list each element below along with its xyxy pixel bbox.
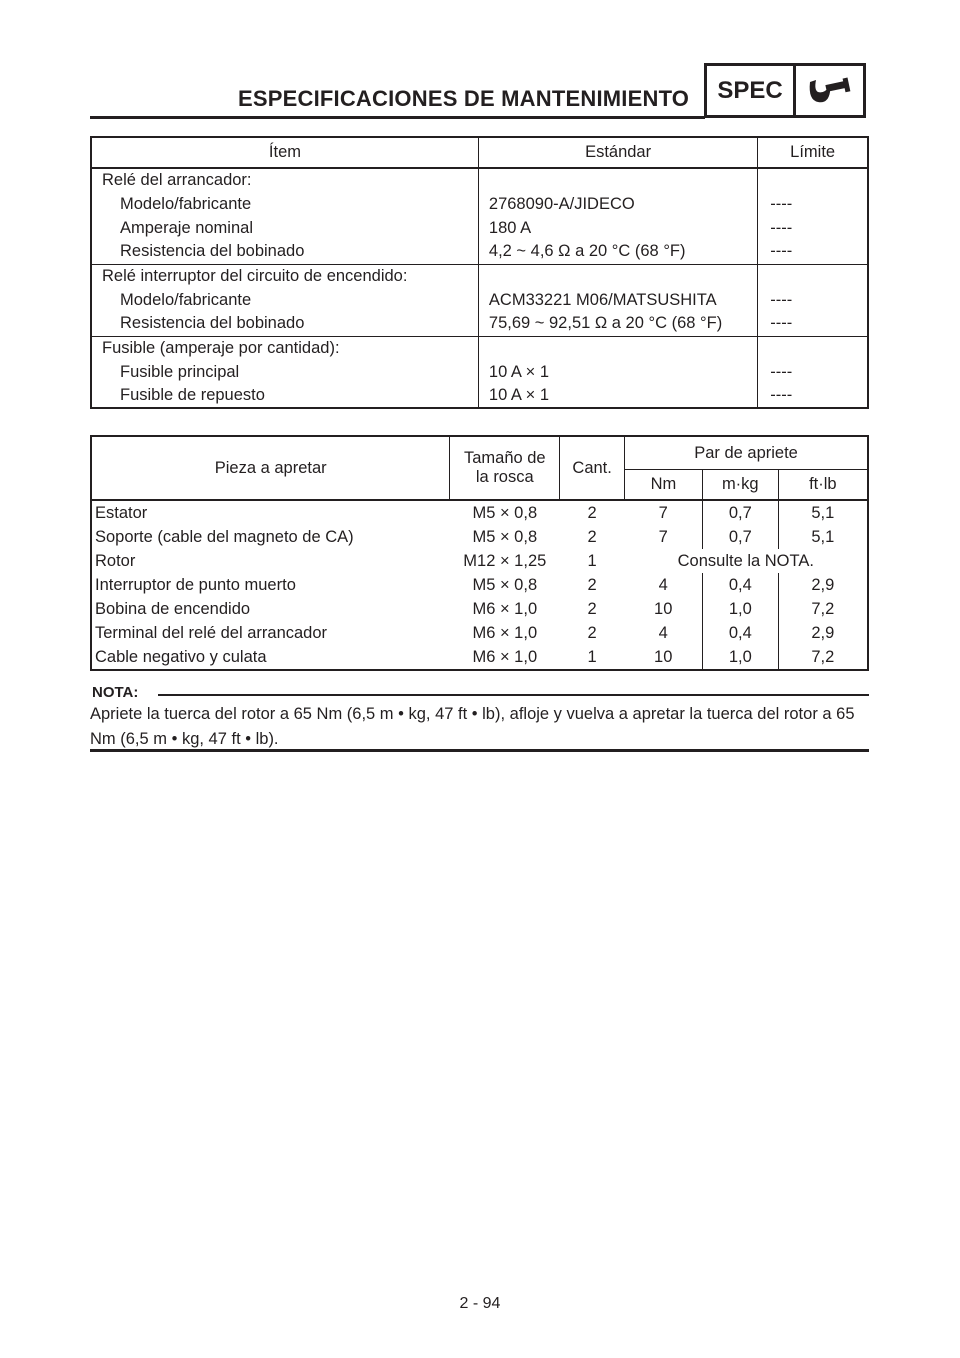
torque-ftlb: 7,2: [811, 599, 835, 618]
table-row: [91, 336, 868, 360]
standard-value: 10 A × 1: [478, 384, 757, 408]
spec-label: SPEC: [707, 66, 796, 115]
part-name: Soporte (cable del magneto de CA): [95, 527, 354, 546]
thread-size: M6 × 1,0: [472, 623, 538, 642]
col-header-item: Ítem: [91, 137, 478, 168]
item-name: Fusible principal: [91, 360, 478, 384]
table-row: [91, 312, 868, 336]
wrench-icon: [796, 66, 863, 115]
standard-value: 2768090-A/JIDECO: [478, 192, 757, 216]
quantity: 2: [587, 575, 597, 594]
item-name: Amperaje nominal: [91, 216, 478, 240]
limit-value: ----: [770, 290, 793, 309]
torque-nm: 10: [625, 597, 703, 621]
torque-ftlb: 2,9: [811, 623, 835, 642]
group-title: Relé del arrancador:: [91, 168, 478, 192]
table-row: [91, 597, 868, 621]
table-row: [91, 168, 868, 192]
quantity: 2: [587, 527, 597, 546]
torque-nm: 7: [625, 525, 703, 549]
table-row: [91, 500, 868, 525]
torque-ftlb: 5,1: [811, 503, 835, 522]
limit-value: ----: [770, 242, 793, 261]
table-row: [91, 264, 868, 288]
page-title: ESPECIFICACIONES DE MANTENIMIENTO: [238, 86, 690, 111]
col-header-part: Pieza a apretar: [91, 436, 450, 500]
electrical-spec-table: [90, 136, 869, 409]
thread-size: M5 × 0,8: [472, 575, 538, 594]
note-label: NOTA:: [92, 684, 139, 701]
table-row: [91, 192, 868, 216]
torque-mkg: 1,0: [702, 645, 778, 670]
part-name: Cable negativo y culata: [95, 647, 267, 666]
quantity: 2: [587, 503, 597, 522]
col-header-thread-line2: la rosca: [475, 468, 534, 486]
col-header-torque: Par de apriete: [625, 436, 868, 470]
item-name: Resistencia del bobinado: [91, 312, 478, 336]
group-title: Relé interruptor del circuito de encendido:: [91, 264, 478, 288]
col-header-nm: Nm: [625, 470, 703, 501]
torque-mkg: 0,7: [702, 525, 778, 549]
table-row: [91, 525, 868, 549]
table-row: [91, 240, 868, 264]
item-name: Modelo/fabricante: [91, 192, 478, 216]
part-name: Interruptor de punto muerto: [95, 575, 296, 594]
table-row: [91, 573, 868, 597]
table-row: [91, 621, 868, 645]
col-header-standard: Estándar: [478, 137, 757, 168]
torque-ftlb: 7,2: [811, 647, 835, 666]
part-name: Terminal del relé del arrancador: [95, 623, 328, 642]
limit-value: ----: [770, 218, 793, 237]
table-row: [91, 645, 868, 670]
part-name: Bobina de encendido: [95, 599, 251, 618]
torque-nm: 4: [625, 621, 703, 645]
standard-value: 75,69 ~ 92,51 Ω a 20 °C (68 °F): [478, 312, 757, 336]
note-rule: [158, 694, 869, 696]
limit-value: ----: [770, 314, 793, 333]
quantity: 1: [587, 551, 597, 570]
torque-note-reference: Consulte la NOTA.: [677, 551, 814, 570]
torque-nm: 4: [625, 573, 703, 597]
torque-mkg: 0,7: [702, 500, 778, 525]
thread-size: M6 × 1,0: [472, 647, 538, 666]
thread-size: M6 × 1,0: [472, 599, 538, 618]
col-header-thread: [450, 436, 560, 500]
table-row: [91, 216, 868, 240]
spec-badge: [704, 63, 866, 118]
col-header-qty: Cant.: [560, 436, 625, 500]
standard-value: 180 A: [478, 216, 757, 240]
table-row: [91, 360, 868, 384]
limit-value: ----: [770, 194, 793, 213]
table-row: [91, 549, 868, 573]
torque-ftlb: 2,9: [811, 575, 835, 594]
header-rule: [90, 116, 705, 119]
col-header-thread-line1: Tamaño de: [463, 449, 546, 467]
item-name: Modelo/fabricante: [91, 288, 478, 312]
quantity: 1: [587, 647, 597, 666]
torque-mkg: 0,4: [702, 573, 778, 597]
part-name: Rotor: [95, 551, 136, 570]
limit-value: ----: [770, 362, 793, 381]
quantity: 2: [587, 623, 597, 642]
note-bottom-rule: [90, 749, 869, 752]
part-name: Estator: [95, 503, 148, 522]
torque-nm: 7: [625, 500, 703, 525]
item-name: Resistencia del bobinado: [91, 240, 478, 264]
table-row: [91, 288, 868, 312]
note-text: Apriete la tuerca del rotor a 65 Nm (6,5 m • kg, 47 ft • lb), afloje y vuelva a apretar la tuerca del rotor a 65 Nm (6,5 m • kg, 47 ft • lb).: [90, 705, 855, 748]
thread-size: M5 × 0,8: [472, 503, 538, 522]
torque-nm: 10: [625, 645, 703, 670]
table-row: [91, 384, 868, 408]
item-name: Fusible de repuesto: [91, 384, 478, 408]
col-header-ftlb: ft·lb: [778, 470, 868, 501]
thread-size: M12 × 1,25: [463, 551, 547, 570]
standard-value: 4,2 ~ 4,6 Ω a 20 °C (68 °F): [478, 240, 757, 264]
col-header-mkg: m·kg: [702, 470, 778, 501]
standard-value: 10 A × 1: [478, 360, 757, 384]
limit-value: ----: [770, 386, 793, 404]
thread-size: M5 × 0,8: [472, 527, 538, 546]
col-header-limit: Límite: [758, 137, 868, 168]
standard-value: ACM33221 M06/MATSUSHITA: [478, 288, 757, 312]
page-number: 2 - 94: [459, 1295, 501, 1312]
quantity: 2: [587, 599, 597, 618]
torque-ftlb: 5,1: [811, 527, 835, 546]
torque-table: [90, 435, 869, 671]
group-title: Fusible (amperaje por cantidad):: [91, 336, 478, 360]
torque-mkg: 1,0: [702, 597, 778, 621]
torque-mkg: 0,4: [702, 621, 778, 645]
